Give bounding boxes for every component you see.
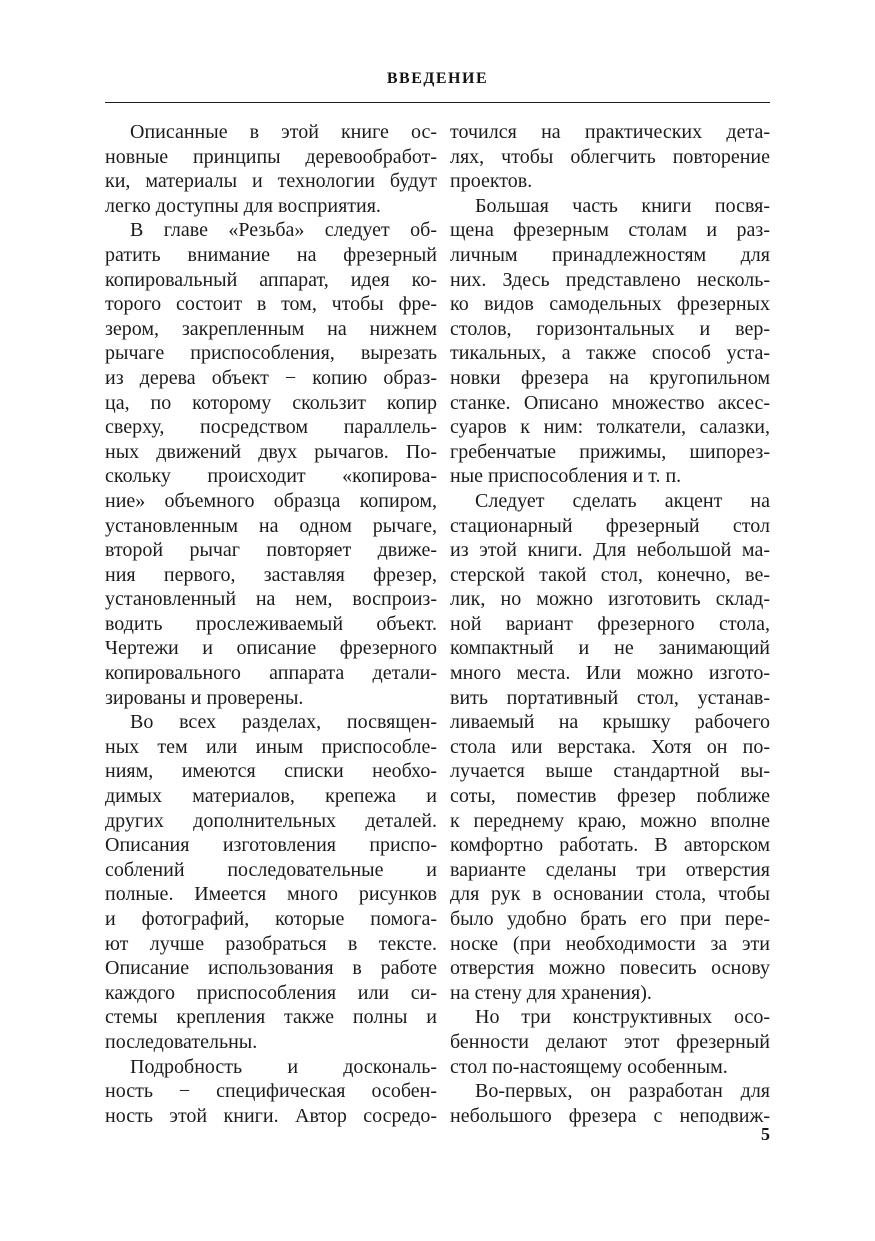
text-line: В главе «Резьба» следует об- — [130, 219, 437, 242]
text-line: Но три конструктивных осо- — [475, 1006, 770, 1029]
text-line: стола или верстака. Хотя он по- — [450, 735, 770, 758]
text-line: ных тем или иным приспособле- — [105, 735, 437, 758]
text-column-right — [450, 120, 770, 1128]
text-line: водить прослеживаемый объект. — [105, 612, 437, 635]
text-line: комфортно работать. В авторском — [450, 834, 770, 857]
text-line: компактный и не занимающий — [450, 637, 770, 660]
text-line: ниям, имеются списки необхо- — [105, 760, 437, 783]
text-line: лях, чтобы облегчить повторение — [450, 145, 770, 168]
text-line: из этой книги. Для небольшой ма- — [450, 539, 770, 562]
text-line: бенности делают этот фрезерный — [450, 1030, 770, 1053]
text-line: Во всех разделах, посвящен- — [130, 711, 437, 734]
text-line: ной вариант фрезерного стола, — [450, 612, 770, 635]
text-line: на стену для хранения). — [450, 981, 652, 1004]
text-line: из дерева объект − копию образ- — [105, 366, 437, 389]
text-line: небольшого фрезера с неподвиж- — [450, 1104, 770, 1127]
text-line: ко видов самодельных фрезерных — [450, 293, 770, 316]
text-line: личным принадлежностям для — [450, 243, 770, 266]
text-line: Большая часть книги посвя- — [475, 194, 770, 217]
text-line: скольку происходит «копирова- — [105, 465, 437, 488]
text-line: ратить внимание на фрезерный — [105, 243, 437, 266]
text-line: Описания изготовления приспо- — [105, 834, 437, 857]
text-line: отверстия можно повесить основу — [450, 957, 770, 980]
text-line: стерской такой стол, конечно, ве- — [450, 563, 770, 586]
text-line: ния первого, заставляя фрезер, — [105, 563, 437, 586]
text-line: копировального аппарата детали- — [105, 662, 437, 685]
text-column-left — [105, 120, 437, 1128]
text-line: копировальный аппарат, идея ко- — [105, 268, 437, 291]
text-line: рычаге приспособления, вырезать — [105, 342, 437, 365]
text-line: торого состоит в том, чтобы фре- — [105, 293, 437, 316]
text-line: каждого приспособления или си- — [105, 981, 437, 1004]
text-line: соты, поместив фрезер поближе — [450, 785, 770, 808]
text-line: соблений последовательные и — [105, 858, 437, 881]
text-line: ние» объемного образца копиром, — [105, 489, 437, 512]
text-line: ца, по которому скользит копир — [105, 391, 437, 414]
text-line: много места. Или можно изгото- — [450, 662, 770, 685]
text-line: ность − специфическая особен- — [105, 1080, 437, 1103]
text-line: установленным на одном рычаге, — [105, 514, 437, 537]
text-line: Подробность и доскональ- — [130, 1055, 437, 1078]
text-line: точился на практических дета- — [450, 121, 770, 143]
text-line: проектов. — [450, 170, 533, 193]
text-line: было удобно брать его при пере- — [450, 908, 770, 930]
text-line: легко доступны для восприятия. — [105, 194, 381, 217]
chapter-heading: ВВЕДЕНИЕ — [386, 70, 489, 87]
text-line: ных движений двух рычагов. По- — [105, 440, 437, 463]
text-line: ливаемый на крышку рабочего — [450, 711, 770, 734]
text-line: установленный на нем, воспроиз- — [105, 588, 437, 611]
text-line: Следует сделать акцент на — [475, 489, 770, 512]
header-rule — [105, 102, 770, 103]
text-line: ки, материалы и технологии будут — [105, 170, 437, 193]
text-line: Описание использования в работе — [105, 957, 437, 980]
text-line: полные. Имеется много рисунков — [105, 883, 437, 906]
text-line: сверху, посредством параллель- — [105, 416, 437, 439]
text-line: станке. Описано множество аксес- — [450, 391, 770, 414]
text-line: димых материалов, крепежа и — [105, 785, 437, 808]
text-line: варианте сделаны три отверстия — [450, 858, 770, 881]
text-line: суаров к ним: толкатели, салазки, — [450, 416, 770, 439]
text-line: них. Здесь представлено несколь- — [450, 268, 770, 291]
text-line: стемы крепления также полны и — [105, 1006, 437, 1029]
text-line: других дополнительных деталей. — [105, 809, 437, 832]
text-line: ность этой книги. Автор сосредо- — [105, 1104, 437, 1127]
text-line: зером, закрепленным на нижнем — [105, 317, 437, 340]
text-line: тикальных, а также способ уста- — [450, 342, 770, 365]
text-line: зированы и проверены. — [105, 686, 304, 709]
text-line: для рук в основании стола, чтобы — [450, 883, 770, 906]
text-line: Чертежи и описание фрезерного — [105, 637, 437, 660]
text-line: последовательны. — [105, 1030, 258, 1053]
text-line: и фотографий, которые помога- — [105, 908, 437, 930]
text-line: к переднему краю, можно вполне — [450, 809, 770, 832]
text-line: новки фрезера на кругопильном — [450, 366, 770, 389]
text-line: стол по-настоящему особенным. — [450, 1055, 728, 1078]
text-columns — [105, 120, 770, 1128]
text-line: новные принципы деревообработ- — [105, 145, 437, 168]
text-line: второй рычаг повторяет движе- — [105, 539, 437, 562]
text-line: Описанные в этой книге ос- — [130, 121, 437, 143]
text-line: лучается выше стандартной вы- — [450, 760, 770, 783]
text-line: ные приспособления и т. п. — [450, 465, 682, 488]
text-line: носке (при необходимости за эти — [450, 932, 770, 955]
text-line: вить портативный стол, устанав- — [450, 686, 770, 709]
text-line: лик, но можно изготовить склад- — [450, 588, 770, 611]
text-line: гребенчатые прижимы, шипорез- — [450, 440, 770, 463]
text-line: стационарный фрезерный стол — [450, 514, 770, 537]
text-line: щена фрезерным столам и раз- — [450, 219, 770, 242]
text-line: ют лучше разобраться в тексте. — [105, 932, 437, 955]
text-line: столов, горизонтальных и вер- — [450, 317, 770, 340]
page-number: 5 — [761, 1124, 770, 1144]
text-line: Во-первых, он разработан для — [475, 1080, 770, 1103]
